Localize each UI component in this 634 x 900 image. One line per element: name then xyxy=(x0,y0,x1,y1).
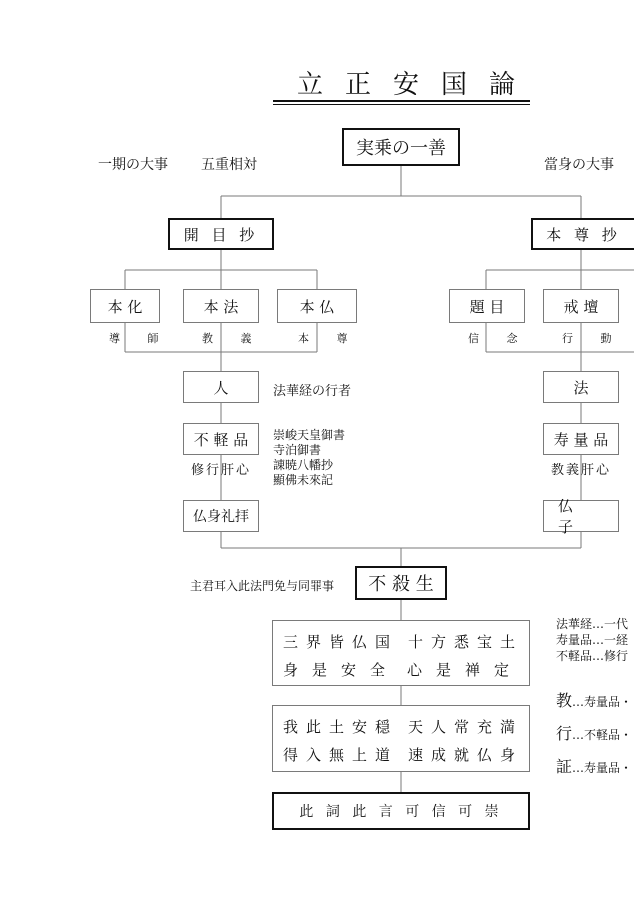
right-branch-box: 本 尊 抄 xyxy=(531,218,634,250)
right-item-sub-shinnen: 信 念 xyxy=(468,332,530,345)
title-underline xyxy=(273,100,530,102)
side-list-item: 寿量品…一経 xyxy=(556,633,629,647)
top-box: 実乗の一善 xyxy=(342,128,460,166)
verse-half: 速成就仏身 xyxy=(407,746,523,764)
side-key-sho xyxy=(556,754,632,777)
left-item-sub-honzon: 本 尊 xyxy=(298,332,360,345)
note-gojusotai: 五重相対 xyxy=(201,157,257,173)
side-key-text: …寿量品・ xyxy=(572,761,633,775)
right-chain-ho: 法 xyxy=(543,371,619,403)
side-key: 教 xyxy=(556,691,573,710)
page-title: 立正安国論 xyxy=(297,70,538,100)
right-chain-juryo-sub: 教義肝心 xyxy=(551,463,612,478)
left-item-honpo: 本 法 xyxy=(183,289,259,323)
writing-item: 諌暁八幡抄 xyxy=(273,458,334,472)
verse-half: 得入無上道 xyxy=(283,746,399,764)
verse-1-line-1 xyxy=(283,631,523,652)
left-chain-fugyo: 不 軽 品 xyxy=(183,423,259,455)
verse-1-line-2 xyxy=(283,659,523,680)
verse-2-line-1 xyxy=(283,716,523,737)
verse-half: 天人常充満 xyxy=(407,718,523,736)
side-key-gyo xyxy=(556,721,632,744)
verse-half: 身是安全 xyxy=(283,661,400,679)
verse-2-line-2 xyxy=(283,744,523,765)
left-chain-raihai: 仏身礼拝 xyxy=(183,500,259,532)
left-item-honbutsu: 本 仏 xyxy=(277,289,357,323)
side-key-text: …寿量品・ xyxy=(572,695,633,709)
side-list-item: 法華経…一代 xyxy=(556,617,629,631)
verse-half: 我此土安穏 xyxy=(283,718,399,736)
side-key: 行 xyxy=(556,724,573,743)
right-item-sub-kodo: 行 動 xyxy=(562,332,624,345)
left-chain-person: 人 xyxy=(183,371,259,403)
writing-item: 寺泊御書 xyxy=(273,443,322,457)
writing-item: 顯佛未來記 xyxy=(273,473,334,487)
note-shukun: 主君耳入此法門免与同罪事 xyxy=(190,579,335,593)
left-branch-box: 開 目 抄 xyxy=(168,218,274,250)
verse-half: 十方悉宝土 xyxy=(407,633,523,651)
right-item-daimoku: 題 目 xyxy=(449,289,525,323)
left-item-honge: 本 化 xyxy=(90,289,160,323)
side-list-item: 不軽品…修行 xyxy=(556,649,629,663)
title-underline-thin xyxy=(273,104,530,105)
note-ichigo: 一期の大事 xyxy=(98,157,168,173)
side-key-text: …不軽品・ xyxy=(572,728,633,742)
verse-box-1 xyxy=(272,620,530,686)
right-item-kaidan: 戒 壇 xyxy=(543,289,619,323)
writings-list xyxy=(273,428,345,488)
right-chain-juryo: 寿 量 品 xyxy=(543,423,619,455)
right-chain-busshi: 仏 子 xyxy=(543,500,619,532)
writing-item: 崇峻天皇御書 xyxy=(273,428,346,442)
bottom-box-fusessho: 不 殺 生 xyxy=(355,566,447,600)
side-key-kyo xyxy=(556,688,632,711)
left-chain-fugyo-sub: 修行肝心 xyxy=(191,463,252,478)
left-item-sub-kyogi: 教 義 xyxy=(202,332,264,345)
note-gyoja: 法華経の行者 xyxy=(273,384,352,399)
verse-box-2 xyxy=(272,705,530,772)
verse-half: 三界皆仏国 xyxy=(283,633,399,651)
final-box: 此 詞 此 言 可 信 可 崇 xyxy=(272,792,530,830)
left-item-sub-doshi: 導 師 xyxy=(109,332,171,345)
note-toshin: 當身の大事 xyxy=(544,157,614,173)
side-list xyxy=(556,616,628,664)
side-key: 証 xyxy=(556,757,573,776)
verse-half: 心是禅定 xyxy=(406,661,523,679)
